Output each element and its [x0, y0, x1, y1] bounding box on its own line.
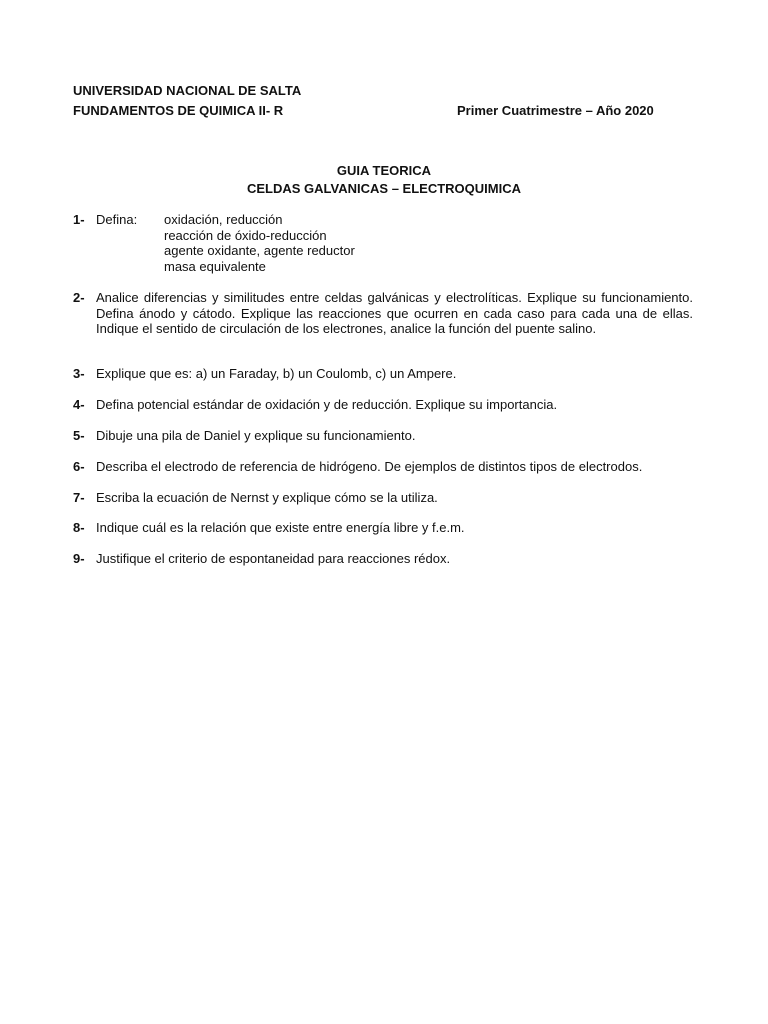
- question-text: Explique que es: a) un Faraday, b) un Coulomb, c) un Ampere.: [96, 366, 457, 381]
- question-text: Dibuje una pila de Daniel y explique su funcionamiento.: [96, 428, 416, 443]
- document-subtitle: CELDAS GALVANICAS – ELECTROQUIMICA: [247, 181, 521, 196]
- question-number: 8-: [73, 520, 85, 535]
- define-term: oxidación, reducción: [164, 212, 283, 227]
- question-number: 3-: [73, 366, 85, 381]
- term-label: Primer Cuatrimestre – Año 2020: [457, 103, 654, 118]
- define-term: agente oxidante, agente reductor: [164, 243, 355, 258]
- document-title: GUIA TEORICA: [336, 163, 432, 178]
- question-number: 5-: [73, 428, 85, 443]
- define-term: reacción de óxido-reducción: [164, 227, 327, 243]
- question-text: Describa el electrodo de referencia de hidrógeno. De ejemplos de distintos tipos de electrodos.: [96, 459, 643, 474]
- question-number: 4-: [73, 397, 85, 412]
- define-label: Defina:: [96, 212, 138, 227]
- define-term: masa equivalente: [164, 258, 266, 274]
- question-number: 9-: [73, 551, 85, 566]
- question-7: [73, 490, 693, 506]
- question-number: 2-: [73, 290, 85, 305]
- question-text: Analice diferencias y similitudes entre celdas galvánicas y electrolíticas. Explique su funcionamiento. Defina ánodo y cátodo. Explique las reacciones que ocurren en cada caso para cada una de ellas. Indique el sentido de circulación de los electrones, analice la función del puente salino.: [96, 290, 693, 336]
- question-text: Escriba la ecuación de Nernst y explique cómo se la utiliza.: [96, 490, 438, 505]
- university-name: UNIVERSIDAD NACIONAL DE SALTA: [73, 83, 302, 98]
- question-8: [73, 520, 693, 536]
- question-text: Indique cuál es la relación que existe entre energía libre y f.e.m.: [96, 520, 465, 535]
- question-2: [73, 290, 693, 337]
- question-1: [73, 212, 693, 274]
- question-3: [73, 366, 693, 382]
- question-text: Defina potencial estándar de oxidación y de reducción. Explique su importancia.: [96, 397, 558, 412]
- question-5: [73, 428, 693, 444]
- question-6: [73, 459, 693, 475]
- question-number: 1-: [73, 212, 85, 227]
- question-9: [73, 551, 693, 567]
- question-text: Justifique el criterio de espontaneidad para reacciones rédox.: [96, 551, 451, 566]
- question-number: 7-: [73, 490, 85, 505]
- course-name: FUNDAMENTOS DE QUIMICA II- R: [73, 103, 284, 118]
- define-terms-list: [164, 212, 693, 274]
- question-4: [73, 397, 693, 413]
- question-number: 6-: [73, 459, 85, 474]
